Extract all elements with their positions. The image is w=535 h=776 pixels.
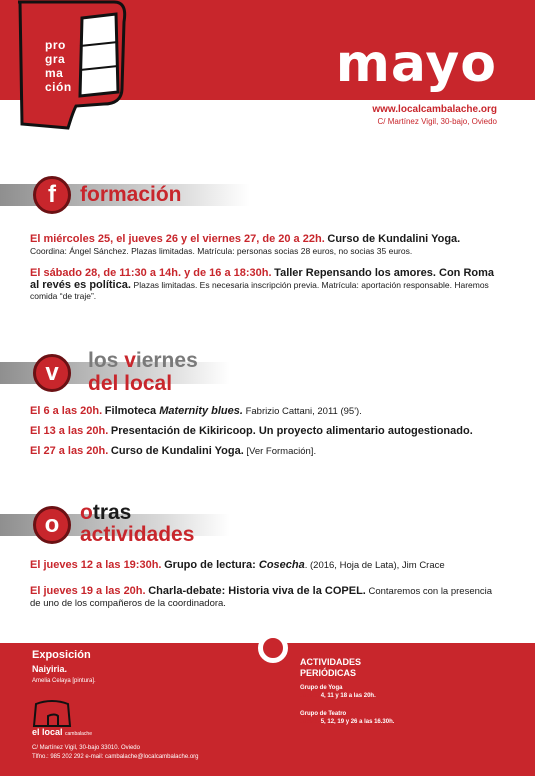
formacion-item-2: El sábado 28, de 11:30 a 14h. y de 16 a 18:30h. Taller Repensando los amores. Con Roma al revés es política. Plazas limitadas. Es necesaria inscripción previa. Matrícula: aportación responsable. Haremos comida “de traje”. [30,267,495,301]
viernes-item-1: El 6 a las 20h. Filmoteca Maternity blues. Fabrizio Cattani, 2011 (95'). [30,405,362,417]
otras-item-2: El jueves 19 a las 20h. Charla-debate: Historia viva de la COPEL. Contaremos con la presencia de uno de los compañeros de la coordinadora. [30,585,493,609]
program-word-1: pro [45,38,66,52]
grupo-yoga-label: Grupo de Yoga [300,685,343,691]
viernes-title: los viernes [88,349,198,372]
header-address: C/ Martínez Vigil, 30-bajo, Oviedo [377,117,497,126]
grupo-yoga-dates: Jueves 4, 11 y 18 a las 20h. [300,693,376,699]
otras-title-line2: actividades [80,523,195,546]
grupo-teatro-dates: Jueves 5, 12, 19 y 26 a las 16.30h. [300,719,395,725]
exposicion-title: Exposición [32,649,91,661]
grupo-teatro-label: Grupo de Teatro [300,711,347,717]
program-word-3: ma [45,66,64,80]
actividades-periodicas-title: ACTIVIDADES PERIÓDICAS [300,657,362,678]
viernes-title-line2: del local [88,372,173,395]
website-link[interactable]: www.localcambalache.org [372,104,497,115]
viernes-item-2: El 13 a las 20h. Presentación de Kikiricoop. Un proyecto alimentario autogestionado. [30,425,473,437]
exposicion-author: Amelia Celaya [pintura]. [32,678,96,684]
otras-title: otras [80,501,132,524]
program-word-4: ción [45,80,72,94]
formacion-item-1: El miércoles 25, el jueves 26 y el viernes 27, de 20 a 22h. Curso de Kundalini Yoga. Coordina: Ángel Sánchez. Plazas limitadas. Matrícula: personas socias 28 euros, no socias 35 euros. [30,233,461,256]
program-word-2: gra [45,52,66,66]
viernes-icon: v [33,354,71,392]
otras-item-1: El jueves 12 a las 19:30h. Grupo de lectura: Cosecha. (2016, Hoja de Lata), Jim Crace [30,559,445,571]
page-header [0,0,535,140]
footer-dot-icon [258,633,288,663]
month-title: mayo [335,34,497,94]
formacion-icon: f [33,176,71,214]
exposicion-name: Naiyiria. [32,664,68,674]
el-local-name: el local cambalache [32,727,92,737]
viernes-item-3: El 27 a las 20h. Curso de Kundalini Yoga. [Ver Formación]. [30,445,317,457]
footer-address: C/ Martínez Vigil, 30-bajo 33010. Oviedo Tlfno.: 985 202 292 e-mail: cambalache@localcambalache.org [32,745,199,760]
otras-icon: o [33,506,71,544]
el-local-logo-icon [30,700,74,728]
programacion-logo-icon [18,0,128,130]
formacion-title: formación [80,183,182,206]
